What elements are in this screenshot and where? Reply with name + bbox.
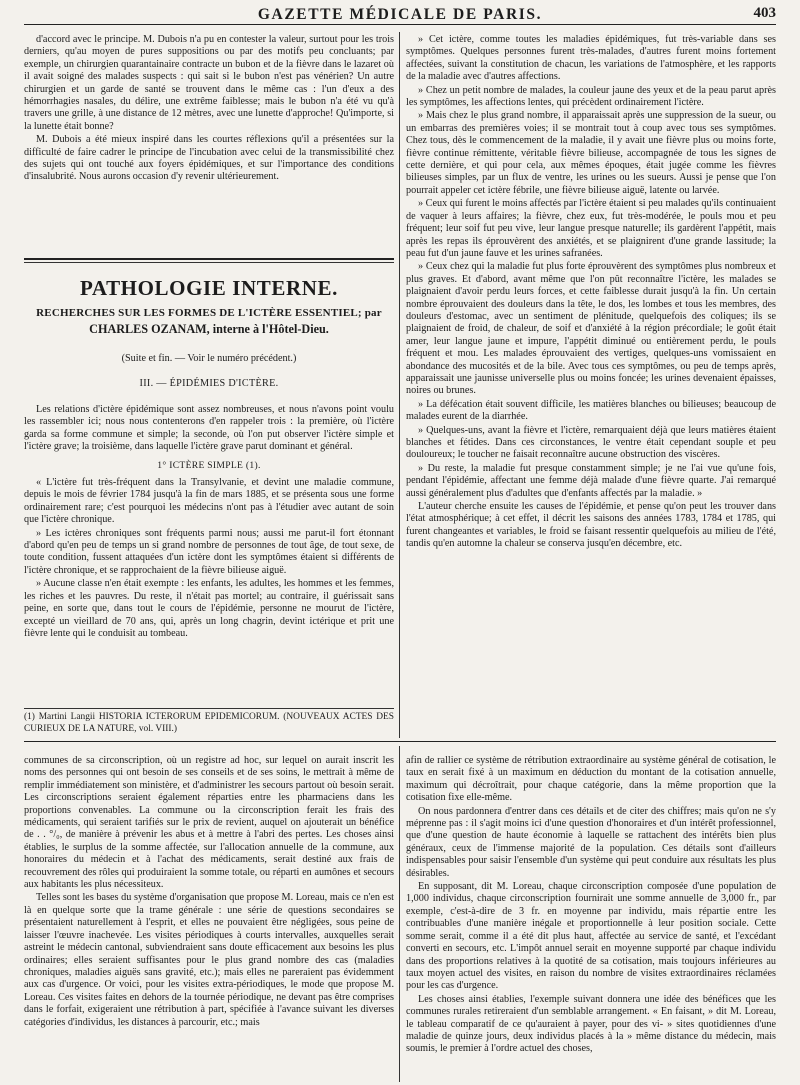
intro-paragraph: Les relations d'ictère épidémique sont assez nombreuses, et nous n'avons point voulu les rassembler ici; nous nous contenterons d'en rappeler trois : la première, où l'ictère garda sa forme commune et simple; la seconde, où l'on put observer l'ictère simple et l'ictère grave; la troisième, dans laquelle l'ictère grave parut dominant et général. [24,404,394,453]
quote-paragraph: « L'ictère fut très-fréquent dans la Transylvanie, et devint une maladie commune, depuis le mois de février 1784 jusqu'à la fin de mars 1885, et se présenta sous une forme ordinairement rare; c'est pourquoi les médecins n'ont pas à l'étudier avec autant de soin que l'ictère chronique. [24,477,394,526]
paragraph: afin de rallier ce système de rétribution extraordinaire au système général de cotisation, le taux en serait fixé à un maximum en déduction du montant de la cotisation annuelle, maximum qui décroîtrait, pour chaque catégorie, dans la même proportion que la cotisation fixe elle-même. [406,755,776,804]
page-header [24,4,776,25]
paragraph: L'auteur cherche ensuite les causes de l'épidémie, et pense qu'on peut les trouver dans l'état atmosphérique; à cet effet, il décrit les saisons des années 1783, 1784 et 1785, qui furent changeantes et variables, le froid se faisant ressentir quelquefois au milieu de l'été, tandis qu'en automne la chaleur se conserva jusqu'en décembre, etc. [406,501,776,550]
journal-title: GAZETTE MÉDICALE DE PARIS. [257,6,543,23]
paragraph: » Ceux chez qui la maladie fut plus forte éprouvèrent des symptômes plus nombreux et plus graves. Et d'abord, avant même que l'on pût reconnaître l'ictère, les malades se plaignaient d'avoir perdu leurs forces, et cette faiblesse durait jusqu'à la fin. Un certain nombre éprouvaient des douleurs dans la tête, le dos, les lombes et tous les membres, des douleurs d'estomac, avec un sentiment de plénitude, quelquefois des coliques; ils se plaignaient de froid, de chaleur, de soif et d'anxiété à la région précordiale; le goût était amer, leur langue jaune et impure, l'appétit diminué ou entièrement perdu, le pouls fréquent et mou. Les malades éprouvaient des vertiges, quelques-uns vomissaient en abondance des mucosités et de la bile. Avec tous ces symptômes, ou peu de temps après, apparaissait une jaunisse universelle plus ou moins foncée; les urines devenaient épaisses, noires ou brunes. [406,261,776,397]
paragraph: M. Dubois a été mieux inspiré dans les courtes réflexions qu'il a présentées sur la difficulté de faire cadrer le principe de l'incubation avec celui de la transmissibilité chez des sujets qui ont touché aux foyers épidémiques, et sur l'importance des conditions d'insalubrité. Nous aurons occasion d'y revenir ultérieurement. [24,134,394,183]
paragraph: » La défécation était souvent difficile, les matières blanches ou bilieuses; beaucoup de malades eurent de la diarrhée. [406,398,776,423]
footnote-rule [24,708,394,709]
paragraph: Telles sont les bases du système d'organisation que propose M. Loreau, mais ce n'en est là en quelque sorte que la trame générale : une série de questions secondaires se présentaient naturellement à l'esprit, et elles ne pouvaient être négligées, sous peine de laisser l'œuvre inachevée. Les visites périodiques à courts intervalles, auxquelles serait astreint le médecin cantonal, subviendraient sans doute efficacement aux besoins les plus ordinaires; elles seraient suffisantes pour le plus grand nombre des cas (maladies chroniques, maladies aiguës sans gravité, etc.); mais elles ne pareraient pas évidemment aux cas d'urgence. Or voici, pour les visites extra-périodiques, le mode que propose M. Loreau. Ces visites faites en dehors de la tournée périodique, ne devant pas être comprises dans le forfait, exigeraient une rétribution à part, spécifiée à l'avance suivant les diverses catégories d'individus, les distances à parcourir, etc.; mais [24,892,394,1028]
article-title-line1: RECHERCHES SUR LES FORMES DE L'ICTÈRE ESSENTIEL; par [36,307,382,319]
article-title-line2: CHARLES OZANAM, interne à l'Hôtel-Dieu. [89,321,329,336]
section-rule-bottom [24,262,394,263]
paragraph: » Du reste, la maladie fut presque constamment simple; je ne l'ai vue qu'une fois, pendant l'épidémie, affectant une femme déjà malade d'une fièvre quarte. J'ai remarqué aussi généralement plus d'adultes que d'enfants affectés par la maladie. » [406,462,776,499]
column-divider-top [399,32,400,738]
paragraph: Les choses ainsi établies, l'exemple suivant donnera une idée des bénéfices que les communes rurales retireraient d'un semblable arrangement. « En faisant, » dit M. Loreau, le tableau comparatif de ce qu'auraient à payer, pour des vi- » sites quotidiennes d'une maladie de quinze jours, deux individus placés à la » même distance du médecin, mais soumis, le premier à l'ordre actuel des choses, [406,993,776,1055]
paragraph: » Cet ictère, comme toutes les maladies épidémiques, fut très-variable dans ses symptômes. Quelques personnes furent très-malades, d'autres furent moins fortement affectées, suivant la constitution de chacun, les variations de l'atmosphère, et les rapports de la maladie avec d'autres affections. [406,34,776,83]
page-section-divider [24,741,776,742]
quote-paragraph: » Les ictères chroniques sont fréquents parmi nous; aussi me parut-il fort étonnant d'abord qu'en peu de temps un si grand nombre de personnes de tout âge, de tout sexe, de toute condition, fussent attaquées d'un ictère dont les symptômes étaient si différents de l'ictère chronique, et se rapprochaient de la fièvre bilieuse aiguë. [24,527,394,576]
paragraph: En supposant, dit M. Loreau, chaque circonscription composée d'une population de 1,000 individus, chaque circonscription fournirait une somme annuelle de 3,000 fr., par exemple, c'est-à-dire de 3 fr. en moyenne par individu, mais répartie entre les contribuables d'une manière inégale et proportionnelle à leur position sociale. Cette somme serait, comme il a été dit plus haut, affectée au service de santé, et l'excédant converti en secours, etc. L'impôt annuel serait en moyenne supporté par chaque individu dans des proportions relatives à la quotité de sa cotisation, mais toujours inférieures au taux moyen actuel des visites, en raison du nombre de visites extraordinaires réclamées pour les cas d'urgence. [406,881,776,992]
footnote: (1) Martini Langii HISTORIA ICTERORUM EPIDEMICORUM. (NOUVEAUX ACTES DES CURIEUX DE LA NATURE, vol. VIII.) [24,712,394,734]
subheading: 1° ICTÈRE SIMPLE (1). [157,459,261,471]
column-bottom-left [24,755,394,1081]
column-divider-bottom [399,746,400,1082]
paragraph: » Quelques-uns, avant la fièvre et l'ictère, remarquaient déjà que leurs matières étaient blanches et fétides. Dans ces circonstances, le ventre était cependant souple et peu douloureux; le toucher ne faisait reconnaître aucune obstruction des viscères. [406,424,776,461]
column-top-right [406,34,776,730]
continuation-note: (Suite et fin. — Voir le numéro précédent.) [121,353,297,364]
quote-paragraph: » Aucune classe n'en était exempte : les enfants, les adultes, les hommes et les femmes, les riches et les pauvres. Du reste, il n'était pas mortel; au contraire, il guérissait sans peine, en sorte que, dans tout le cours de l'épidémie, personne ne mourut de l'ictère, excepté un vieillard de 70 ans, qui, après un long chagrin, devint ictérique et prit une fièvre lente qui le conduisit au tombeau. [24,578,394,639]
column-bottom-right [406,755,776,1081]
section-title: PATHOLOGIE INTERNE. [80,276,338,300]
paragraph: » Ceux qui furent le moins affectés par l'ictère étaient si peu malades qu'ils continuaient de vaquer à leurs affaires; la fièvre, chez eux, fut très-modérée, le pouls mou et peu fréquent; leur soif fut peu vive, leur langue presque naturelle; ils gardèrent l'appétit, mais après les repas ils éprouvèrent des anxiétés, et se plaignirent d'une grande lassitude; la peau fut d'un jaune fauve et les urines safranées. [406,198,776,259]
page-number: 403 [753,5,776,21]
article-title [24,306,394,337]
section-rule-top [24,258,394,260]
column-top-left [24,34,394,249]
paragraph: d'accord avec le principe. M. Dubois n'a pu en contester la valeur, surtout pour les trois derniers, qu'au moyen de pures suppositions ou par des motifs peu concluants; par exemple, un chirurgien quarantainaire contracte un bubon et de la fièvre dans le lazaret où il avait soigné des malades suspects : qui sait si le bubon n'est pas vénérien? Un autre chirurgien et un garde de santé se trouvent dans le même cas : l'un d'eux a des hémorrhagies nasales, du délire, une extrême faiblesse; mais le bubon n'a été vu qu'à travers une grille, à une distance de 12 mètres, avec une lunette d'approche! Qu'importe, si la lunette était bonne? [24,34,394,132]
paragraph: » Chez un petit nombre de malades, la couleur jaune des yeux et de la peau parut après les symptômes, les affections lentes, qui précèdent ordinairement l'ictère. [406,84,776,109]
paragraph: communes de sa circonscription, où un registre ad hoc, sur lequel on aurait inscrit les noms des personnes qui ont besoin de ses conseils et de ses soins, le mettrait à même de remplir immédiatement son ministère, et d'administrer les secours partout où besoin serait. Les circonscriptions seraient également réparties entre les pharmaciens dans les proportions convenables. La commune ou la circonscription ferait les frais des médicaments, qui seraient tarifiés sur le prix de revient, auquel on ajouterait un bénéfice de . . °/₀, de manière à prévenir les abus et à mettre à l'abri des pertes. Les choses ainsi établies, le surplus de la somme affectée, sur l'allocation annuelle de la commune, aux honoraires du médecin et à l'achat des médicaments, serait destiné aux frais de recouvrement des rôles qui produiraient la somme totale, ou réparti en aumônes et secours aux habitants les plus nécessiteux. [24,755,394,891]
article-body-left [24,404,394,706]
paragraph: » Mais chez le plus grand nombre, il apparaissait après une suppression de la sueur, ou un embarras des premières voies; il se montrait tout à coup avec tous ses symptômes. Chez tous, dès le commencement de la maladie, il y avait une fièvre plus ou moins forte, fièvre continue rémittente, véritable fièvre bilieuse, accompagnée de tous les signes de cette dernière, et qui pour cela, aux mêmes époques, était jugée comme les fièvres bilieuses simples, par un flux de ventre, les urines ou les sueurs. Aussi je pense que l'on pourrait appeler cet ictère fébrile, une fièvre bilieuse aiguë, latente ou larvée. [406,110,776,196]
chapter-heading: III. — ÉPIDÉMIES D'ICTÈRE. [139,378,279,389]
paragraph: On nous pardonnera d'entrer dans ces détails et de citer des chiffres; mais qu'on ne s'y méprenne pas : il s'agit moins ici d'une question d'honoraires et d'un intérêt professionnel, que d'une question de haute économie à laquelle se rattachent des intérêts bien plus généraux, ceux de l'immense majorité de la population. Ces détails sont d'ailleurs indispensables pour saisir l'ensemble d'un système qui peut conduire aux résultats les plus désirables. [406,805,776,879]
